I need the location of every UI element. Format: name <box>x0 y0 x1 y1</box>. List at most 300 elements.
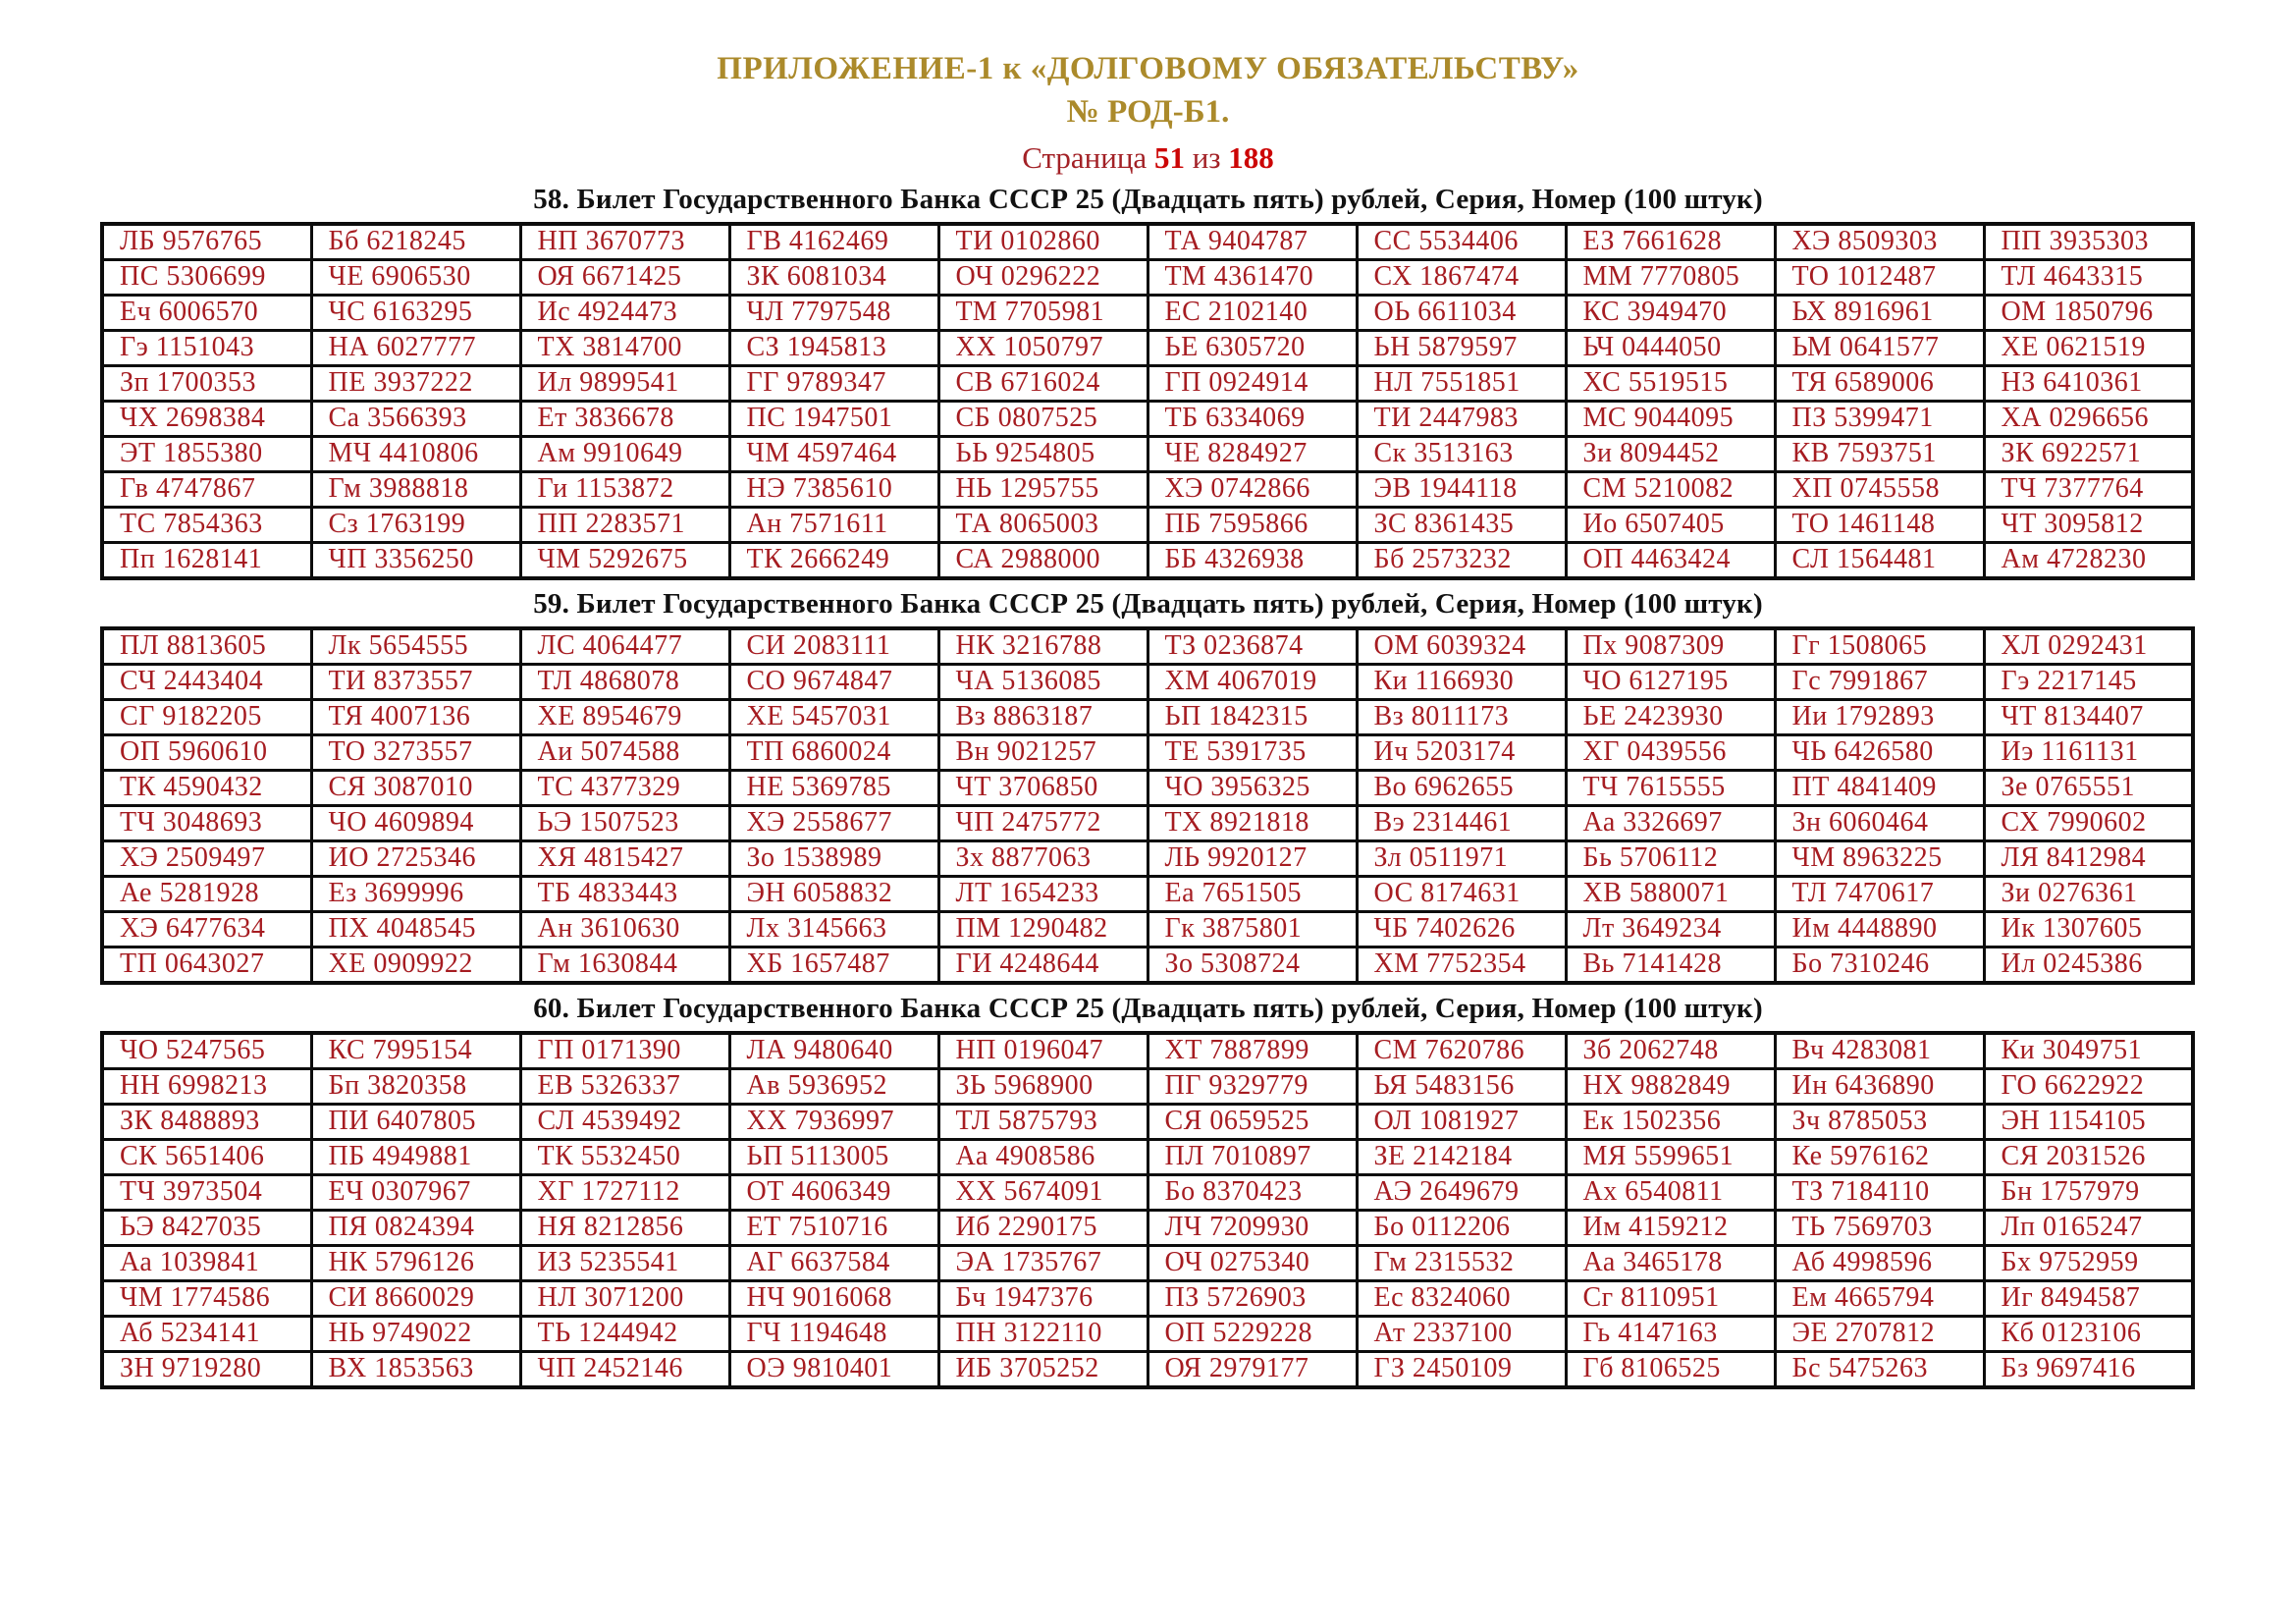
serial-cell: Ам 4728230 <box>1984 542 2193 578</box>
serial-cell: ЧЕ 6906530 <box>311 259 520 295</box>
table-row <box>102 1245 2193 1280</box>
serial-cell: ТА 8065003 <box>938 507 1148 542</box>
serial-cell: ЭН 6058832 <box>729 876 938 911</box>
serial-cell: Аб 5234141 <box>102 1316 311 1351</box>
table-row <box>102 1174 2193 1210</box>
serial-cell: ЧМ 8963225 <box>1775 840 1984 876</box>
table-row <box>102 628 2193 665</box>
serial-cell: ОМ 6039324 <box>1357 628 1566 665</box>
serial-cell: Гк 3875801 <box>1148 911 1357 947</box>
table-row <box>102 471 2193 507</box>
serial-cell: Им 4448890 <box>1775 911 1984 947</box>
serial-cell: МЯ 5599651 <box>1566 1139 1775 1174</box>
serial-cell: Кб 0123106 <box>1984 1316 2193 1351</box>
serial-cell: ЬЭ 1507523 <box>520 805 729 840</box>
serial-cell: Ги 1153872 <box>520 471 729 507</box>
serial-cell: Зб 2062748 <box>1566 1033 1775 1069</box>
serial-cell: ТС 7854363 <box>102 507 311 542</box>
serial-cell: Аи 5074588 <box>520 734 729 770</box>
serial-cell: АЭ 2649679 <box>1357 1174 1566 1210</box>
serial-cell: Зч 8785053 <box>1775 1104 1984 1139</box>
serial-cell: Сз 1763199 <box>311 507 520 542</box>
page-label: Страница <box>1022 139 1148 175</box>
serial-cell: Вз 8863187 <box>938 699 1148 734</box>
table-block-1 <box>0 184 2296 580</box>
serial-cell: НЯ 8212856 <box>520 1210 729 1245</box>
serial-cell: ЧА 5136085 <box>938 664 1148 699</box>
serial-cell: ЧО 6127195 <box>1566 664 1775 699</box>
table-block-3 <box>0 993 2296 1389</box>
serial-cell: ЭЕ 2707812 <box>1775 1316 1984 1351</box>
serial-cell: ОТ 4606349 <box>729 1174 938 1210</box>
serial-cell: МС 9044095 <box>1566 401 1775 436</box>
serial-cell: Ки 1166930 <box>1357 664 1566 699</box>
serial-cell: Иб 2290175 <box>938 1210 1148 1245</box>
serial-cell: ЭН 1154105 <box>1984 1104 2193 1139</box>
page-of-label: из <box>1192 139 1221 175</box>
serial-cell: Во 6962655 <box>1357 770 1566 805</box>
serial-cell: ИЗ 5235541 <box>520 1245 729 1280</box>
serial-cell: Ек 1502356 <box>1566 1104 1775 1139</box>
serial-cell: ЧТ 8134407 <box>1984 699 2193 734</box>
serial-cell: ОП 5960610 <box>102 734 311 770</box>
table-heading: 58. Билет Государственного Банка СССР 25 (Двадцать пять) рублей, Серия, Номер (100 штук) <box>533 183 1763 215</box>
serial-cell: Гс 7991867 <box>1775 664 1984 699</box>
serial-cell: ХМ 4067019 <box>1148 664 1357 699</box>
serial-cell: ЭВ 1944118 <box>1357 471 1566 507</box>
serial-cell: ОЯ 6671425 <box>520 259 729 295</box>
serial-cell: СА 2988000 <box>938 542 1148 578</box>
serial-cell: Ан 3610630 <box>520 911 729 947</box>
serial-cell: Гм 2315532 <box>1357 1245 1566 1280</box>
serial-cell: ГП 0171390 <box>520 1033 729 1069</box>
serial-cell: НЬ 9749022 <box>311 1316 520 1351</box>
serial-cell: ОЧ 0275340 <box>1148 1245 1357 1280</box>
serial-cell: СМ 7620786 <box>1357 1033 1566 1069</box>
serial-cell: Пх 9087309 <box>1566 628 1775 665</box>
serial-cell: ОМ 1850796 <box>1984 295 2193 330</box>
serial-cell: ГГ 9789347 <box>729 365 938 401</box>
serial-cell: ЗС 8361435 <box>1357 507 1566 542</box>
serial-cell: ПМ 1290482 <box>938 911 1148 947</box>
serial-cell: ТЗ 0236874 <box>1148 628 1357 665</box>
serial-cell: ХЭ 2509497 <box>102 840 311 876</box>
serial-cell: ТИ 2447983 <box>1357 401 1566 436</box>
serial-cell: ЧМ 1774586 <box>102 1280 311 1316</box>
serial-cell: НЕ 5369785 <box>729 770 938 805</box>
serial-cell: ЧЬ 6426580 <box>1775 734 1984 770</box>
serial-cell: Зо 5308724 <box>1148 947 1357 983</box>
serial-cell: ЧП 2475772 <box>938 805 1148 840</box>
table-heading: 60. Билет Государственного Банка СССР 25 (Двадцать пять) рублей, Серия, Номер (100 штук) <box>533 992 1763 1024</box>
serial-cell: Аа 3465178 <box>1566 1245 1775 1280</box>
serial-cell: НЗ 6410361 <box>1984 365 2193 401</box>
serial-cell: КС 3949470 <box>1566 295 1775 330</box>
serial-cell: ЛЬ 9920127 <box>1148 840 1357 876</box>
serial-cell: ЬМ 0641577 <box>1775 330 1984 365</box>
serial-cell: ОП 4463424 <box>1566 542 1775 578</box>
table-row <box>102 1280 2193 1316</box>
serial-cell: ЕВ 5326337 <box>520 1068 729 1104</box>
serial-cell: Ке 5976162 <box>1775 1139 1984 1174</box>
serial-cell: ЬХ 8916961 <box>1775 295 1984 330</box>
serial-cell: ТЛ 4868078 <box>520 664 729 699</box>
serial-cell: Бз 9697416 <box>1984 1351 2193 1387</box>
document-header <box>0 0 2296 176</box>
serial-cell: ХЕ 0621519 <box>1984 330 2193 365</box>
serial-cell: ЧЛ 7797548 <box>729 295 938 330</box>
serial-cell: СХ 1867474 <box>1357 259 1566 295</box>
serial-cell: ХЭ 2558677 <box>729 805 938 840</box>
serial-cell: ББ 4326938 <box>1148 542 1357 578</box>
serial-cell: ЧМ 5292675 <box>520 542 729 578</box>
serial-cell: ИО 2725346 <box>311 840 520 876</box>
serial-cell: Бо 7310246 <box>1775 947 1984 983</box>
serial-cell: ЧЕ 8284927 <box>1148 436 1357 471</box>
table-row <box>102 699 2193 734</box>
serial-cell: ТЧ 3973504 <box>102 1174 311 1210</box>
serial-cell: СЯ 3087010 <box>311 770 520 805</box>
table-row <box>102 805 2193 840</box>
serial-cell: ХХ 5674091 <box>938 1174 1148 1210</box>
serial-cell: ЬЭ 8427035 <box>102 1210 311 1245</box>
serial-cell: КС 7995154 <box>311 1033 520 1069</box>
serial-cell: ОЧ 0296222 <box>938 259 1148 295</box>
serial-cell: Ат 2337100 <box>1357 1316 1566 1351</box>
table-row <box>102 1104 2193 1139</box>
serial-cell: ПП 3935303 <box>1984 224 2193 260</box>
serial-cell: Ик 1307605 <box>1984 911 2193 947</box>
serial-cell: Ем 4665794 <box>1775 1280 1984 1316</box>
serial-cell: Вь 7141428 <box>1566 947 1775 983</box>
serial-cell: СМ 5210082 <box>1566 471 1775 507</box>
serial-cell: Гэ 2217145 <box>1984 664 2193 699</box>
serial-cell: Са 3566393 <box>311 401 520 436</box>
serial-cell: Им 4159212 <box>1566 1210 1775 1245</box>
serial-cell: ХГ 1727112 <box>520 1174 729 1210</box>
serial-cell: Бп 3820358 <box>311 1068 520 1104</box>
serial-cell: Аа 3326697 <box>1566 805 1775 840</box>
table-row <box>102 507 2193 542</box>
serial-cell: Лх 3145663 <box>729 911 938 947</box>
table-row <box>102 401 2193 436</box>
serial-cell: ХВ 5880071 <box>1566 876 1775 911</box>
serial-cell: СК 5651406 <box>102 1139 311 1174</box>
table-row <box>102 295 2193 330</box>
serial-cell: ЧП 3356250 <box>311 542 520 578</box>
serial-cell: ПЛ 7010897 <box>1148 1139 1357 1174</box>
serial-cell: ЧО 3956325 <box>1148 770 1357 805</box>
serial-cell: ТК 5532450 <box>520 1139 729 1174</box>
serial-cell: Пп 1628141 <box>102 542 311 578</box>
serial-cell: ТЧ 7377764 <box>1984 471 2193 507</box>
serial-cell: ТИ 8373557 <box>311 664 520 699</box>
serial-cell: НП 0196047 <box>938 1033 1148 1069</box>
serial-cell: Ам 9910649 <box>520 436 729 471</box>
serial-cell: НЛ 7551851 <box>1357 365 1566 401</box>
page-indicator <box>0 140 2296 176</box>
serial-cell: Бс 5475263 <box>1775 1351 1984 1387</box>
serial-cell: Иэ 1161131 <box>1984 734 2193 770</box>
serial-cell: ТМ 7705981 <box>938 295 1148 330</box>
serial-cell: ХЭ 6477634 <box>102 911 311 947</box>
serial-cell: Ил 0245386 <box>1984 947 2193 983</box>
serial-cell: ПЗ 5726903 <box>1148 1280 1357 1316</box>
serial-cell: Сг 8110951 <box>1566 1280 1775 1316</box>
serial-cell: Бь 5706112 <box>1566 840 1775 876</box>
serial-cell: ТЯ 4007136 <box>311 699 520 734</box>
serial-cell: ЧП 2452146 <box>520 1351 729 1387</box>
serial-cell: СЯ 0659525 <box>1148 1104 1357 1139</box>
serial-cell: СО 9674847 <box>729 664 938 699</box>
serial-cell: Ез 3699996 <box>311 876 520 911</box>
serial-cell: ЧТ 3706850 <box>938 770 1148 805</box>
serial-cell: НК 5796126 <box>311 1245 520 1280</box>
table-row <box>102 1351 2193 1387</box>
serial-cell: ТХ 8921818 <box>1148 805 1357 840</box>
document-subtitle: № РОД-Б1. <box>1066 93 1230 130</box>
table-row <box>102 734 2193 770</box>
serial-cell: ЧТ 3095812 <box>1984 507 2193 542</box>
serial-cell: Ае 5281928 <box>102 876 311 911</box>
serial-cell: ОС 8174631 <box>1357 876 1566 911</box>
serial-cell: ТС 4377329 <box>520 770 729 805</box>
serial-cell: Ин 6436890 <box>1775 1068 1984 1104</box>
table-row <box>102 876 2193 911</box>
table-row <box>102 770 2193 805</box>
serial-cell: ХЭ 8509303 <box>1775 224 1984 260</box>
serial-cell: ПС 1947501 <box>729 401 938 436</box>
serial-cell: НЬ 1295755 <box>938 471 1148 507</box>
serial-cell: ОЛ 1081927 <box>1357 1104 1566 1139</box>
serial-cell: ЬЕ 6305720 <box>1148 330 1357 365</box>
serial-cell: МЧ 4410806 <box>311 436 520 471</box>
serial-cell: ГЧ 1194648 <box>729 1316 938 1351</box>
serial-cell: Гв 4747867 <box>102 471 311 507</box>
serial-cell: Гь 4147163 <box>1566 1316 1775 1351</box>
serial-cell: ТБ 4833443 <box>520 876 729 911</box>
serial-cell: ХП 0745558 <box>1775 471 1984 507</box>
serial-cell: Иг 8494587 <box>1984 1280 2193 1316</box>
serial-cell: ПБ 7595866 <box>1148 507 1357 542</box>
table-row <box>102 911 2193 947</box>
serial-cell: АГ 6637584 <box>729 1245 938 1280</box>
serial-cell: ТЛ 5875793 <box>938 1104 1148 1139</box>
serial-cell: ПЛ 8813605 <box>102 628 311 665</box>
serial-cell: Ет 3836678 <box>520 401 729 436</box>
serial-cell: Ан 7571611 <box>729 507 938 542</box>
serial-cell: Лк 5654555 <box>311 628 520 665</box>
serial-cell: ТП 0643027 <box>102 947 311 983</box>
table-row <box>102 436 2193 471</box>
serial-cell: ЗК 6081034 <box>729 259 938 295</box>
serial-cell: ЕЗ 7661628 <box>1566 224 1775 260</box>
serial-cell: Гг 1508065 <box>1775 628 1984 665</box>
serial-cell: СЛ 4539492 <box>520 1104 729 1139</box>
serial-cell: Бх 9752959 <box>1984 1245 2193 1280</box>
serial-cell: ХЕ 8954679 <box>520 699 729 734</box>
serial-table <box>100 626 2195 985</box>
serial-cell: СВ 6716024 <box>938 365 1148 401</box>
serial-cell: Лп 0165247 <box>1984 1210 2193 1245</box>
table-row <box>102 542 2193 578</box>
serial-cell: ЕС 2102140 <box>1148 295 1357 330</box>
serial-cell: ЗЕ 2142184 <box>1357 1139 1566 1174</box>
serial-cell: ТЯ 6589006 <box>1775 365 1984 401</box>
serial-cell: Бб 2573232 <box>1357 542 1566 578</box>
table-row <box>102 365 2193 401</box>
serial-cell: Зп 1700353 <box>102 365 311 401</box>
serial-cell: Ах 6540811 <box>1566 1174 1775 1210</box>
serial-cell: ГО 6622922 <box>1984 1068 2193 1104</box>
serial-cell: ЛЧ 7209930 <box>1148 1210 1357 1245</box>
serial-cell: ЛБ 9576765 <box>102 224 311 260</box>
serial-cell: ОЯ 2979177 <box>1148 1351 1357 1387</box>
serial-cell: ХГ 0439556 <box>1566 734 1775 770</box>
serial-cell: Гм 1630844 <box>520 947 729 983</box>
serial-cell: Еа 7651505 <box>1148 876 1357 911</box>
serial-cell: ММ 7770805 <box>1566 259 1775 295</box>
serial-cell: СЗ 1945813 <box>729 330 938 365</box>
table-row <box>102 840 2193 876</box>
serial-cell: Аа 1039841 <box>102 1245 311 1280</box>
serial-cell: НН 6998213 <box>102 1068 311 1104</box>
serial-cell: ПП 2283571 <box>520 507 729 542</box>
table-row <box>102 224 2193 260</box>
serial-cell: ЬП 1842315 <box>1148 699 1357 734</box>
serial-cell: ОЬ 6611034 <box>1357 295 1566 330</box>
serial-cell: ТИ 0102860 <box>938 224 1148 260</box>
serial-cell: ТМ 4361470 <box>1148 259 1357 295</box>
serial-cell: ПЗ 5399471 <box>1775 401 1984 436</box>
serial-cell: ТП 6860024 <box>729 734 938 770</box>
serial-cell: ЬП 5113005 <box>729 1139 938 1174</box>
serial-cell: Аа 4908586 <box>938 1139 1148 1174</box>
page-current: 51 <box>1153 139 1185 175</box>
table-row <box>102 1316 2193 1351</box>
serial-cell: Гб 8106525 <box>1566 1351 1775 1387</box>
serial-cell: ПТ 4841409 <box>1775 770 1984 805</box>
serial-cell: ТА 9404787 <box>1148 224 1357 260</box>
serial-cell: ТЬ 7569703 <box>1775 1210 1984 1245</box>
serial-cell: Аб 4998596 <box>1775 1245 1984 1280</box>
serial-cell: ЬЧ 0444050 <box>1566 330 1775 365</box>
serial-cell: Ес 8324060 <box>1357 1280 1566 1316</box>
serial-cell: НЛ 3071200 <box>520 1280 729 1316</box>
serial-cell: Бн 1757979 <box>1984 1174 2193 1210</box>
serial-cell: ХЛ 0292431 <box>1984 628 2193 665</box>
serial-cell: Гэ 1151043 <box>102 330 311 365</box>
serial-cell: ХБ 1657487 <box>729 947 938 983</box>
serial-cell: Вч 4283081 <box>1775 1033 1984 1069</box>
serial-cell: КВ 7593751 <box>1775 436 1984 471</box>
serial-cell: ХМ 7752354 <box>1357 947 1566 983</box>
serial-cell: Ки 3049751 <box>1984 1033 2193 1069</box>
serial-cell: ГИ 4248644 <box>938 947 1148 983</box>
serial-cell: ТЗ 7184110 <box>1775 1174 1984 1210</box>
serial-cell: ГП 0924914 <box>1148 365 1357 401</box>
serial-cell: ЧМ 4597464 <box>729 436 938 471</box>
serial-cell: Зл 0511971 <box>1357 840 1566 876</box>
serial-cell: ТЛ 4643315 <box>1984 259 2193 295</box>
serial-cell: Бо 0112206 <box>1357 1210 1566 1245</box>
serial-cell: Бч 1947376 <box>938 1280 1148 1316</box>
serial-cell: ХЯ 4815427 <box>520 840 729 876</box>
serial-cell: Ск 3513163 <box>1357 436 1566 471</box>
table-block-2 <box>0 588 2296 985</box>
serial-cell: Зх 8877063 <box>938 840 1148 876</box>
serial-cell: СБ 0807525 <box>938 401 1148 436</box>
serial-cell: НЧ 9016068 <box>729 1280 938 1316</box>
serial-cell: ЬЯ 5483156 <box>1357 1068 1566 1104</box>
serial-cell: ЬН 5879597 <box>1357 330 1566 365</box>
serial-cell: ТО 1012487 <box>1775 259 1984 295</box>
serial-cell: НХ 9882849 <box>1566 1068 1775 1104</box>
serial-cell: СИ 8660029 <box>311 1280 520 1316</box>
serial-tables-container <box>0 184 2296 1389</box>
serial-cell: ТЧ 3048693 <box>102 805 311 840</box>
table-row <box>102 259 2193 295</box>
serial-cell: Вз 8011173 <box>1357 699 1566 734</box>
serial-cell: ТО 3273557 <box>311 734 520 770</box>
serial-cell: ТЛ 7470617 <box>1775 876 1984 911</box>
serial-cell: СЧ 2443404 <box>102 664 311 699</box>
serial-cell: ВХ 1853563 <box>311 1351 520 1387</box>
serial-cell: ТЕ 5391735 <box>1148 734 1357 770</box>
serial-cell: Ии 1792893 <box>1775 699 1984 734</box>
serial-cell: ПГ 9329779 <box>1148 1068 1357 1104</box>
serial-cell: СИ 2083111 <box>729 628 938 665</box>
serial-cell: ЭА 1735767 <box>938 1245 1148 1280</box>
serial-cell: Зо 1538989 <box>729 840 938 876</box>
serial-cell: ЗК 6922571 <box>1984 436 2193 471</box>
serial-cell: Ав 5936952 <box>729 1068 938 1104</box>
serial-cell: ХЕ 5457031 <box>729 699 938 734</box>
serial-cell: Бб 6218245 <box>311 224 520 260</box>
serial-cell: ПН 3122110 <box>938 1316 1148 1351</box>
serial-cell: ХА 0296656 <box>1984 401 2193 436</box>
serial-cell: ПЯ 0824394 <box>311 1210 520 1245</box>
serial-cell: СС 5534406 <box>1357 224 1566 260</box>
serial-cell: ЗЬ 5968900 <box>938 1068 1148 1104</box>
serial-cell: ХС 5519515 <box>1566 365 1775 401</box>
table-row <box>102 1139 2193 1174</box>
serial-cell: ПЕ 3937222 <box>311 365 520 401</box>
serial-cell: ГЗ 2450109 <box>1357 1351 1566 1387</box>
table-row <box>102 1033 2193 1069</box>
serial-cell: Зи 8094452 <box>1566 436 1775 471</box>
serial-cell: ХХ 7936997 <box>729 1104 938 1139</box>
serial-cell: ЛА 9480640 <box>729 1033 938 1069</box>
serial-cell: Бо 8370423 <box>1148 1174 1357 1210</box>
serial-cell: ТЬ 1244942 <box>520 1316 729 1351</box>
serial-cell: ТО 1461148 <box>1775 507 1984 542</box>
serial-cell: ХХ 1050797 <box>938 330 1148 365</box>
serial-cell: ЧС 6163295 <box>311 295 520 330</box>
serial-cell: НЭ 7385610 <box>729 471 938 507</box>
serial-cell: Вн 9021257 <box>938 734 1148 770</box>
serial-cell: ИБ 3705252 <box>938 1351 1148 1387</box>
serial-cell: Зн 6060464 <box>1775 805 1984 840</box>
serial-cell: ЧБ 7402626 <box>1357 911 1566 947</box>
table-row <box>102 664 2193 699</box>
serial-cell: ЛЯ 8412984 <box>1984 840 2193 876</box>
serial-cell: ОП 5229228 <box>1148 1316 1357 1351</box>
serial-cell: ПС 5306699 <box>102 259 311 295</box>
serial-cell: ТХ 3814700 <box>520 330 729 365</box>
serial-cell: НП 3670773 <box>520 224 729 260</box>
serial-cell: ХЕ 0909922 <box>311 947 520 983</box>
